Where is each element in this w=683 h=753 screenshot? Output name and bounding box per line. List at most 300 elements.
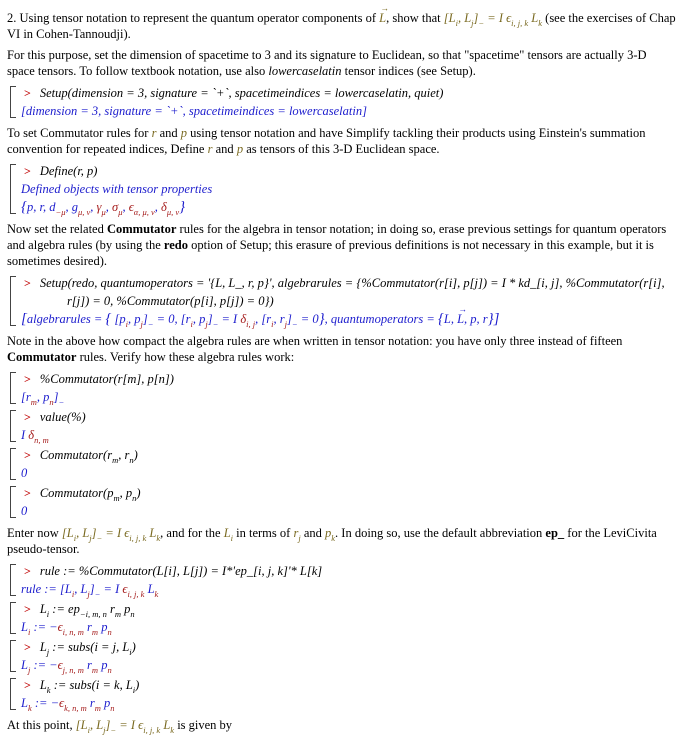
- text-run: (: [90, 640, 95, 654]
- text-run: tensor indices (see Setup).: [341, 64, 476, 78]
- text-run: Now set the related: [7, 222, 107, 236]
- text-run: k: [46, 685, 51, 695]
- text-run: , show that: [386, 11, 444, 25]
- output-line: [21, 180, 679, 198]
- inline-math-run: [: [61, 526, 67, 540]
- text-run: −i, m, n: [79, 609, 107, 619]
- text-run: subs: [69, 678, 92, 692]
- text-run: := −: [30, 658, 58, 672]
- inline-math-run: L: [66, 526, 74, 540]
- vector-arrow-icon: →: [458, 304, 468, 315]
- inline-math-run: p: [180, 126, 188, 140]
- inline-math-run: −: [478, 18, 485, 28]
- execution-group: [10, 274, 679, 328]
- text-run: ): [131, 640, 136, 654]
- text-run: rule: [21, 582, 42, 596]
- text-run: n: [107, 665, 112, 675]
- text-run: ,: [119, 486, 126, 500]
- group-lines: [16, 484, 679, 520]
- inline-math-run: r: [207, 142, 213, 156]
- text-run: Commutator: [106, 222, 177, 236]
- text-run: j: [112, 640, 117, 654]
- input-prompt: >: [24, 410, 31, 424]
- output-line: [21, 388, 679, 406]
- vector-base: L: [379, 11, 387, 25]
- text-run: i: [190, 319, 193, 329]
- text-run: = I: [100, 582, 123, 596]
- text-run: ,: [36, 390, 44, 404]
- input-line[interactable]: [21, 638, 679, 656]
- text-run: is given by: [174, 718, 233, 732]
- text-run: [: [261, 312, 267, 326]
- input-line[interactable]: [21, 562, 679, 580]
- input-prompt: >: [24, 276, 31, 290]
- text-run: ,: [118, 448, 125, 462]
- text-run: quantumoperators: [330, 312, 424, 326]
- group-lines: [16, 638, 679, 674]
- text-run: and: [156, 126, 181, 140]
- execution-group: [10, 162, 679, 216]
- input-line[interactable]: [21, 676, 679, 694]
- text-run: i: [271, 319, 274, 329]
- inline-math-run: j: [103, 725, 106, 735]
- inline-math-run: L: [464, 11, 472, 25]
- output-line: [21, 304, 679, 329]
- input-prompt: >: [24, 678, 31, 692]
- text-run: [457, 304, 468, 327]
- text-run: 0: [21, 504, 28, 518]
- text-run: := −: [31, 696, 60, 710]
- text-run: :=: [41, 582, 60, 596]
- execution-group: [10, 370, 679, 406]
- text-run: ]: [207, 312, 213, 326]
- text-run: γ: [96, 200, 102, 214]
- text-run: p: [119, 312, 126, 326]
- text-run: ep_: [545, 526, 565, 540]
- text-run: n: [130, 609, 135, 619]
- text-run: L: [80, 582, 88, 596]
- inline-math-run: k: [156, 533, 161, 543]
- text-run: n: [49, 397, 54, 407]
- inline-math-run: ϵ: [138, 718, 144, 732]
- text-run: p: [107, 486, 114, 500]
- execution-group: [10, 676, 679, 712]
- text-run: L: [122, 640, 130, 654]
- text-run: j: [205, 319, 208, 329]
- text-run: r: [109, 602, 115, 616]
- execution-group: [10, 446, 679, 482]
- text-run: i: [125, 319, 129, 329]
- inline-math-run: p: [236, 142, 244, 156]
- text-run: −: [212, 319, 219, 329]
- inline-math-run: L: [223, 526, 231, 540]
- text-run: ,: [105, 200, 113, 214]
- text-run: I: [21, 428, 29, 442]
- inline-math-run: r: [151, 126, 157, 140]
- text-run: p: [101, 658, 108, 672]
- inline-math-run: [: [443, 11, 449, 25]
- text-run: for the LeviCivita pseudo-tensor.: [7, 526, 657, 556]
- text-run: }: [318, 311, 325, 327]
- inline-math-run: r: [293, 526, 299, 540]
- text-run: Note in the above how compact the algebra rules are when written in tensor notation: you have only three instead of fifteen: [7, 334, 623, 348]
- text-run: r: [87, 658, 92, 672]
- text-run: (: [91, 678, 96, 692]
- input-line[interactable]: [21, 84, 679, 102]
- text-run: in terms of: [233, 526, 294, 540]
- text-run: r: [25, 390, 31, 404]
- text-run: L: [39, 640, 47, 654]
- text-run: −: [291, 319, 298, 329]
- execution-group: [10, 84, 679, 120]
- inline-math-run: [379, 3, 390, 26]
- text-run: i: [46, 609, 50, 619]
- text-run: L: [21, 658, 28, 672]
- text-run: rules. Verify how these algebra rules work:: [76, 350, 295, 364]
- text-run: n: [132, 493, 137, 503]
- text-run: L: [39, 678, 47, 692]
- text-paragraph: [7, 333, 677, 365]
- text-run: k: [114, 678, 120, 692]
- text-run: [: [180, 312, 186, 326]
- text-run: r: [87, 620, 92, 634]
- group-lines: [16, 446, 679, 482]
- input-prompt: >: [24, 640, 31, 654]
- text-run: ): [135, 678, 140, 692]
- text-run: δ: [240, 312, 247, 326]
- text-run: k: [27, 703, 32, 713]
- execution-group: [10, 562, 679, 598]
- inline-math-run: ]: [473, 11, 479, 25]
- text-run: [: [21, 390, 26, 404]
- inline-math-run: L: [531, 11, 539, 25]
- text-run: ,: [464, 312, 471, 326]
- text-run: r: [107, 448, 113, 462]
- output-line: [21, 580, 679, 598]
- input-line[interactable]: [21, 274, 679, 292]
- text-run: {: [437, 311, 444, 327]
- text-run: Commutator: [7, 350, 77, 364]
- text-run: ]: [89, 582, 95, 596]
- text-paragraph: [7, 221, 677, 269]
- execution-group: [10, 484, 679, 520]
- inline-math-run: k: [331, 533, 336, 543]
- text-run: i, n, m: [62, 627, 84, 637]
- text-run: m: [113, 493, 120, 503]
- text-run: L: [64, 582, 72, 596]
- inline-math-run: i, j, k: [143, 725, 161, 735]
- group-lines: [16, 408, 679, 444]
- text-run: m: [94, 703, 101, 713]
- group-lines: [16, 84, 679, 120]
- text-run: =: [97, 640, 113, 654]
- inline-math-run: −: [110, 725, 117, 735]
- text-run: as tensors of this 3-D Euclidean space.: [243, 142, 440, 156]
- text-run: ,: [116, 640, 123, 654]
- text-run: p: [470, 312, 477, 326]
- text-run: subs: [68, 640, 91, 654]
- text-run: i: [129, 647, 132, 657]
- text-run: Setup(dimension = 3, signature = `+`, spacetimeindices = lowercaselatin, quiet): [39, 86, 444, 100]
- inline-math-run: p: [325, 526, 332, 540]
- text-run: = I: [218, 312, 241, 326]
- input-line[interactable]: [21, 446, 679, 464]
- inline-math-run: j: [89, 533, 92, 543]
- text-run: ,: [476, 312, 483, 326]
- execution-group: [10, 638, 679, 674]
- text-run: d: [49, 200, 56, 214]
- inline-math-run: L: [149, 526, 157, 540]
- output-line: [21, 102, 679, 120]
- text-paragraph: [7, 717, 677, 733]
- text-run: (see the exercises of Chap VI in Cohen-Tannoudji).: [7, 11, 676, 41]
- text-run: m: [91, 627, 99, 637]
- inline-math-run: L: [80, 718, 88, 732]
- text-run: [dimension = 3, signature = `+`, spacetimeindices = lowercaselatin]: [21, 104, 367, 118]
- text-run: :=: [49, 602, 69, 616]
- text-run: ): [136, 486, 141, 500]
- text-run: p: [101, 620, 108, 634]
- text-run: m: [114, 609, 121, 619]
- inline-math-run: L: [163, 718, 171, 732]
- text-run: L: [147, 582, 155, 596]
- text-run: r: [482, 312, 488, 326]
- group-lines: [16, 274, 679, 328]
- text-run: ]: [493, 311, 500, 327]
- inline-math-run: i: [230, 533, 234, 543]
- text-run: m: [91, 665, 99, 675]
- text-run: ]: [142, 312, 148, 326]
- output-line: [21, 426, 679, 444]
- text-run: [: [21, 311, 27, 327]
- inline-math-run: ]: [91, 526, 97, 540]
- text-run: =: [423, 312, 438, 326]
- text-run: p: [43, 390, 50, 404]
- inline-math-run: ϵ: [506, 11, 512, 25]
- inline-math-run: = I: [116, 718, 139, 732]
- text-run: Commutator: [39, 486, 104, 500]
- text-run: ,: [255, 312, 262, 326]
- inline-math-run: = I: [102, 526, 125, 540]
- text-run: −: [94, 589, 101, 599]
- text-run: n, m: [34, 435, 49, 445]
- text-run: μ: [118, 207, 123, 217]
- inline-math-run: L: [448, 11, 456, 25]
- text-run: rules for the algebra in tensor notation; in doing so, erase previous settings for quantum operators and algebra rules (by using the: [7, 222, 667, 252]
- text-run: r: [39, 200, 43, 214]
- text-run: j: [87, 589, 90, 599]
- text-run: ]: [287, 312, 292, 326]
- inline-math-run: i: [73, 533, 77, 543]
- text-run: n: [129, 455, 134, 465]
- text-run: L: [125, 678, 133, 692]
- input-continuation-line[interactable]: [21, 292, 679, 310]
- text-run: }: [179, 199, 186, 215]
- text-run: ,: [324, 312, 331, 326]
- text-run: To set Commutator rules for: [7, 126, 152, 140]
- text-run: ): [133, 448, 138, 462]
- text-run: −: [58, 397, 65, 407]
- text-run: μ, ν: [166, 207, 180, 217]
- text-run: . In doing so, use the default abbreviation: [335, 526, 546, 540]
- text-run: value(%): [39, 410, 86, 424]
- text-run: α, μ, ν: [133, 207, 155, 217]
- text-run: r: [266, 312, 272, 326]
- text-run: {: [21, 199, 27, 215]
- text-run: = 0,: [153, 312, 181, 326]
- text-run: δ: [161, 200, 167, 214]
- text-run: ,: [128, 312, 135, 326]
- text-run: n: [110, 703, 115, 713]
- text-run: p: [104, 696, 111, 710]
- input-prompt: >: [24, 448, 31, 462]
- text-run: L: [443, 312, 451, 326]
- output-line: [21, 618, 679, 636]
- input-line[interactable]: [21, 484, 679, 502]
- input-line[interactable]: [21, 600, 679, 618]
- text-run: m: [30, 397, 37, 407]
- output-line: [21, 502, 679, 520]
- input-prompt: >: [24, 86, 31, 100]
- text-run: For this purpose, set the dimension of spacetime to 3 and its signature to Euclidean, so that "spacetime" tensors are actually 3-D space tensors. To follow textbook notation, use also: [7, 48, 647, 78]
- text-run: n: [107, 627, 112, 637]
- group-lines: [16, 676, 679, 712]
- text-run: ,: [119, 678, 126, 692]
- text-run: ,: [154, 200, 162, 214]
- input-prompt: >: [24, 486, 31, 500]
- text-run: j: [46, 647, 50, 657]
- text-run: r: [279, 312, 285, 326]
- text-run: p: [27, 200, 34, 214]
- text-run: μ, ν: [78, 207, 91, 217]
- inline-math-run: = I: [484, 11, 507, 25]
- text-run: = 0: [297, 312, 319, 326]
- text-run: −μ: [55, 207, 66, 217]
- inline-math-run: i: [455, 18, 458, 28]
- execution-group: [10, 408, 679, 444]
- text-run: :=: [49, 640, 69, 654]
- output-line: [21, 694, 679, 712]
- output-line: [21, 198, 679, 216]
- text-run: i: [95, 678, 100, 692]
- text-run: i: [132, 685, 136, 695]
- text-run: %Commutator(r[m], p[n]): [39, 372, 174, 386]
- text-run: Define(r, p): [39, 164, 98, 178]
- inline-math-run: i, j, k: [511, 18, 529, 28]
- text-run: −: [147, 319, 154, 329]
- text-run: ,: [74, 582, 81, 596]
- text-run: g: [71, 200, 78, 214]
- inline-math-run: j: [471, 18, 474, 28]
- text-run: m: [112, 455, 119, 465]
- input-prompt: >: [24, 602, 31, 616]
- inline-math-run: L: [82, 526, 90, 540]
- inline-math-run: −: [96, 533, 103, 543]
- text-run: ]: [53, 390, 59, 404]
- text-run: ,: [90, 200, 97, 214]
- inline-math-run: [: [75, 718, 81, 732]
- group-lines: [16, 370, 679, 406]
- text-run: k: [154, 589, 159, 599]
- text-run: i: [94, 640, 98, 654]
- text-run: p: [124, 602, 131, 616]
- text-run: ϵ: [128, 200, 134, 214]
- input-prompt: >: [24, 564, 31, 578]
- text-run: [: [111, 312, 120, 326]
- inline-math-run: ,: [457, 11, 465, 25]
- text-run: lowercaselatin: [268, 64, 342, 78]
- text-run: ,: [192, 312, 200, 326]
- text-run: ,: [65, 200, 72, 214]
- text-run: i, j, k: [127, 589, 145, 599]
- text-run: δ: [28, 428, 35, 442]
- text-run: ϵ: [57, 658, 63, 672]
- input-line[interactable]: [21, 162, 679, 180]
- vector-arrow-icon: →: [380, 3, 390, 14]
- text-run: and: [300, 526, 325, 540]
- execution-group: [10, 600, 679, 636]
- text-run: r: [185, 312, 191, 326]
- text-run: and: [212, 142, 237, 156]
- input-prompt: >: [24, 372, 31, 386]
- text-run: i: [71, 589, 75, 599]
- text-run: ep: [68, 602, 80, 616]
- inline-math-run: k: [170, 725, 175, 735]
- text-run: Defined objects with tensor properties: [21, 182, 213, 196]
- text-run: r: [89, 696, 95, 710]
- text-run: Enter now: [7, 526, 62, 540]
- text-run: i, j: [246, 319, 256, 329]
- inline-math-run: j: [298, 533, 301, 543]
- text-run: Setup(redo, quantumoperators = '{L, L_, r, p}', algebrarules = {%Commutator(r[i], p[j]) = I * kd_[i, j], %Commutator(r[i],: [39, 276, 665, 290]
- text-run: p: [134, 312, 141, 326]
- inline-math-run: ]: [105, 718, 111, 732]
- text-run: L: [21, 696, 28, 710]
- text-run: ϵ: [122, 582, 128, 596]
- text-run: option of Setup; this erasure of previous definitions is not necessary in this example, but it is sometimes desired).: [7, 238, 654, 268]
- vector-base: L: [457, 312, 465, 326]
- text-run: {: [105, 311, 112, 327]
- text-run: r[j]) = 0, %Commutator(p[i], p[j]) = 0}): [67, 294, 274, 308]
- text-run: ,: [42, 200, 50, 214]
- text-run: j: [140, 319, 143, 329]
- text-run: k, n, m: [64, 703, 87, 713]
- text-run: j: [27, 665, 31, 675]
- text-run: i: [27, 627, 31, 637]
- text-run: L: [39, 602, 47, 616]
- group-lines: [16, 162, 679, 216]
- text-run: (: [103, 486, 108, 500]
- inline-math-run: ,: [76, 526, 83, 540]
- inline-math-run: k: [538, 18, 543, 28]
- text-run: μ: [101, 207, 106, 217]
- text-run: At this point,: [7, 718, 76, 732]
- text-run: L: [21, 620, 28, 634]
- input-line[interactable]: [21, 408, 679, 426]
- text-run: ,: [450, 312, 458, 326]
- text-run: p: [125, 486, 133, 500]
- inline-math-run: i: [87, 725, 90, 735]
- text-run: j, n, m: [62, 665, 84, 675]
- text-run: , and for the: [160, 526, 224, 540]
- output-line: [21, 464, 679, 482]
- input-line[interactable]: [21, 370, 679, 388]
- inline-math-run: ϵ: [124, 526, 130, 540]
- text-run: (: [103, 448, 108, 462]
- text-run: Commutator: [39, 448, 104, 462]
- text-paragraph: [7, 47, 677, 79]
- text-run: := −: [30, 620, 58, 634]
